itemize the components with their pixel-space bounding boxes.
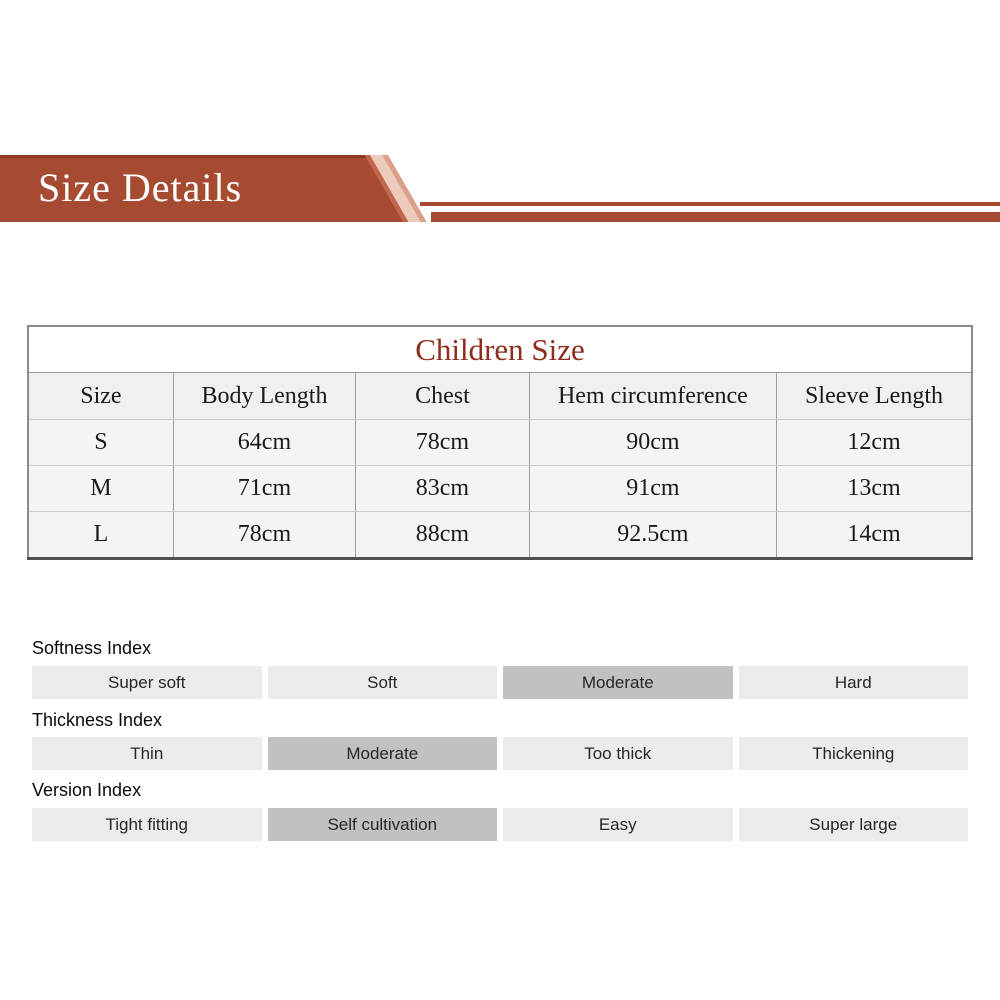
column-header-body-length: Body Length xyxy=(173,373,355,420)
cell-size: M xyxy=(28,466,173,512)
table-row-s xyxy=(28,420,972,466)
table-row-m xyxy=(28,466,972,512)
cell-body-length: 71cm xyxy=(173,466,355,512)
softness-option-soft: Soft xyxy=(268,666,498,699)
cell-sleeve: 14cm xyxy=(777,512,972,559)
softness-index-row xyxy=(32,666,968,699)
version-index-label: Version Index xyxy=(32,780,142,800)
table-header-row xyxy=(28,373,972,420)
column-header-hem: Hem circumference xyxy=(529,373,776,420)
version-option-easy: Easy xyxy=(503,808,733,841)
cell-body-length: 78cm xyxy=(173,512,355,559)
cell-hem: 92.5cm xyxy=(529,512,776,559)
cell-hem: 91cm xyxy=(529,466,776,512)
table-title: Children Size xyxy=(28,326,972,373)
softness-option-super-soft: Super soft xyxy=(32,666,262,699)
cell-chest: 78cm xyxy=(356,420,530,466)
thickness-option-moderate-selected: Moderate xyxy=(268,737,498,770)
cell-body-length: 64cm xyxy=(173,420,355,466)
thickness-option-thin: Thin xyxy=(32,737,262,770)
softness-option-moderate-selected: Moderate xyxy=(503,666,733,699)
softness-option-hard: Hard xyxy=(739,666,969,699)
version-option-self-cultivation-selected: Self cultivation xyxy=(268,808,498,841)
table-title-row xyxy=(28,326,972,373)
column-header-size: Size xyxy=(28,373,173,420)
cell-size: L xyxy=(28,512,173,559)
softness-index-label: Softness Index xyxy=(32,638,152,658)
cell-size: S xyxy=(28,420,173,466)
size-table xyxy=(27,325,973,560)
thickness-option-thickening: Thickening xyxy=(739,737,969,770)
banner-rule-thin xyxy=(420,202,1000,206)
version-option-tight-fitting: Tight fitting xyxy=(32,808,262,841)
banner-rule-thick xyxy=(431,212,1000,222)
version-index-row xyxy=(32,808,968,841)
column-header-sleeve: Sleeve Length xyxy=(777,373,972,420)
thickness-index-row xyxy=(32,737,968,770)
page-title: Size Details xyxy=(38,165,243,210)
column-header-chest: Chest xyxy=(356,373,530,420)
thickness-index-label: Thickness Index xyxy=(32,710,163,730)
table-row-l xyxy=(28,512,972,559)
cell-hem: 90cm xyxy=(529,420,776,466)
version-option-super-large: Super large xyxy=(739,808,969,841)
cell-chest: 88cm xyxy=(356,512,530,559)
cell-sleeve: 13cm xyxy=(777,466,972,512)
thickness-option-too-thick: Too thick xyxy=(503,737,733,770)
cell-chest: 83cm xyxy=(356,466,530,512)
cell-sleeve: 12cm xyxy=(777,420,972,466)
